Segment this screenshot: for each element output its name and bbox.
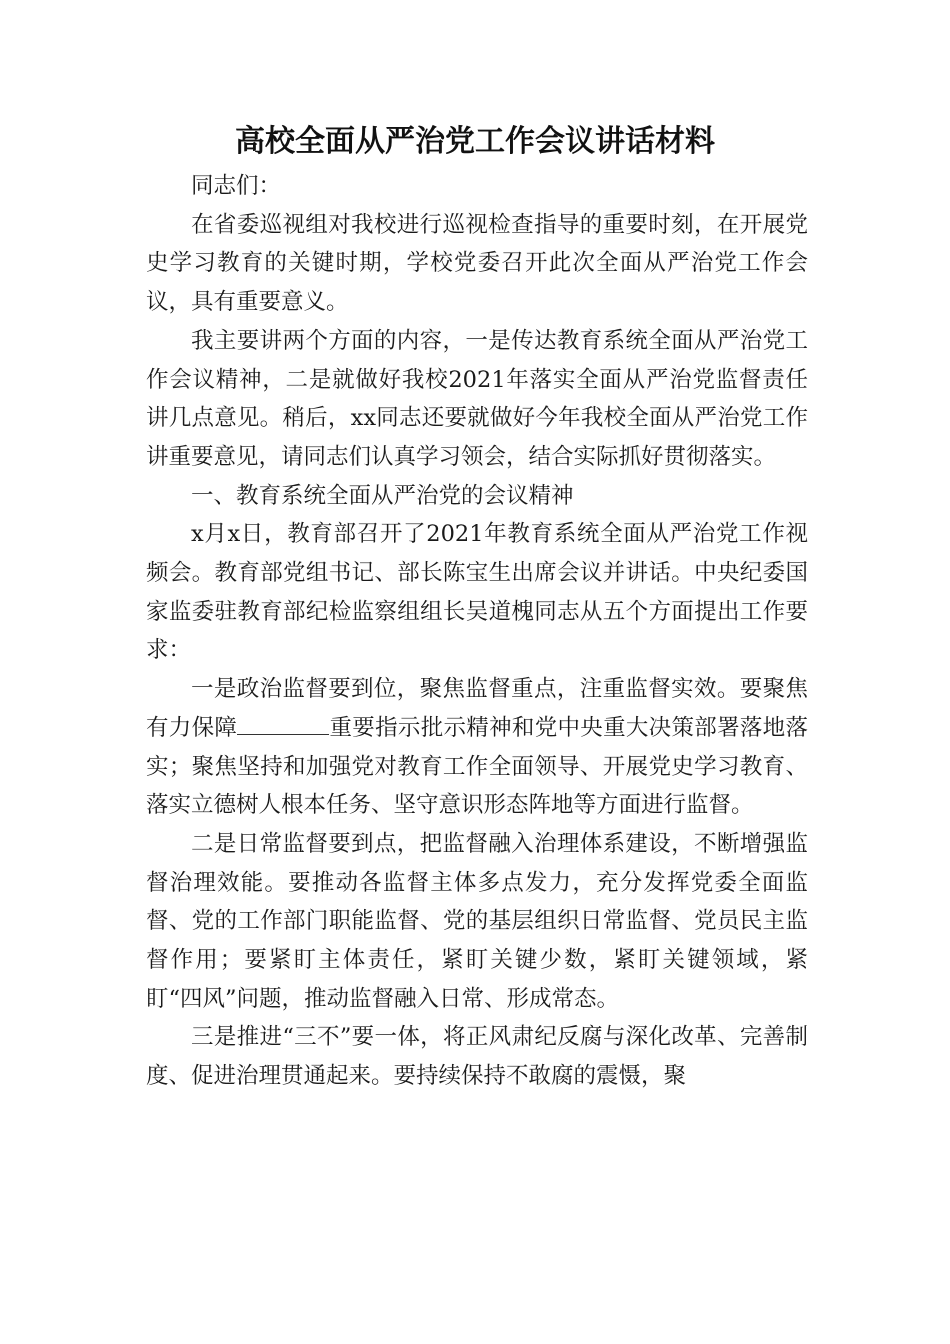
paragraph-outline: 我主要讲两个方面的内容，一是传达教育系统全面从严治党工作会议精神，二是就做好我校2021年落实全面从严治党监督责任讲几点意见。稍后，xx同志还要就做好今年我校全面从严治党工作讲重要意见，请同志们认真学习领会，结合实际抓好贯彻落实。 <box>146 327 808 470</box>
paragraph-text-after-blank: 重要指示批示精神和党中央重大决策部署落地落实；聚焦坚持和加强党对教育工作全面领导、开展党史学习教育、落实立德树人根本任务、坚守意识形态阵地等方面进行监督。 <box>146 714 808 819</box>
section-heading-1: 一、教育系统全面从严治党的会议精神 <box>191 482 574 509</box>
paragraph-three-nots: 三是推进“三不”要一体，将正风肃纪反腐与深化改革、完善制度、促进治理贯通起来。要持续保持不敢腐的震慑，聚 <box>146 1024 808 1090</box>
document-body <box>146 167 808 1096</box>
paragraph-political-supervision <box>146 670 808 825</box>
salutation: 同志们： <box>191 173 282 199</box>
blank-underline <box>237 716 329 735</box>
paragraph-text-before-blank: 一是政治监督要到位，聚焦监督重点，注重监督实效。要聚焦有力保障 <box>146 676 808 741</box>
paragraph-intro: 在省委巡视组对我校进行巡视检查指导的重要时刻，在开展党史学习教育的关键时期，学校党委召开此次全面从严治党工作会议，具有重要意义。 <box>146 211 808 316</box>
paragraph-meeting: x月x日，教育部召开了2021年教育系统全面从严治党工作视频会。教育部党组书记、部长陈宝生出席会议并讲话。中央纪委国家监委驻教育部纪检监察组组长吴道槐同志从五个方面提出工作要求： <box>146 521 808 664</box>
document-title: 高校全面从严治党工作会议讲话材料 <box>235 124 715 159</box>
paragraph-daily-supervision: 二是日常监督要到点，把监督融入治理体系建设，不断增强监督治理效能。要推动各监督主体多点发力，充分发挥党委全面监督、党的工作部门职能监督、党的基层组织日常监督、党员民主监督作用；要紧盯主体责任，紧盯关键少数，紧盯关键领域，紧盯“四风”问题，推动监督融入日常、形成常态。 <box>146 830 808 1012</box>
